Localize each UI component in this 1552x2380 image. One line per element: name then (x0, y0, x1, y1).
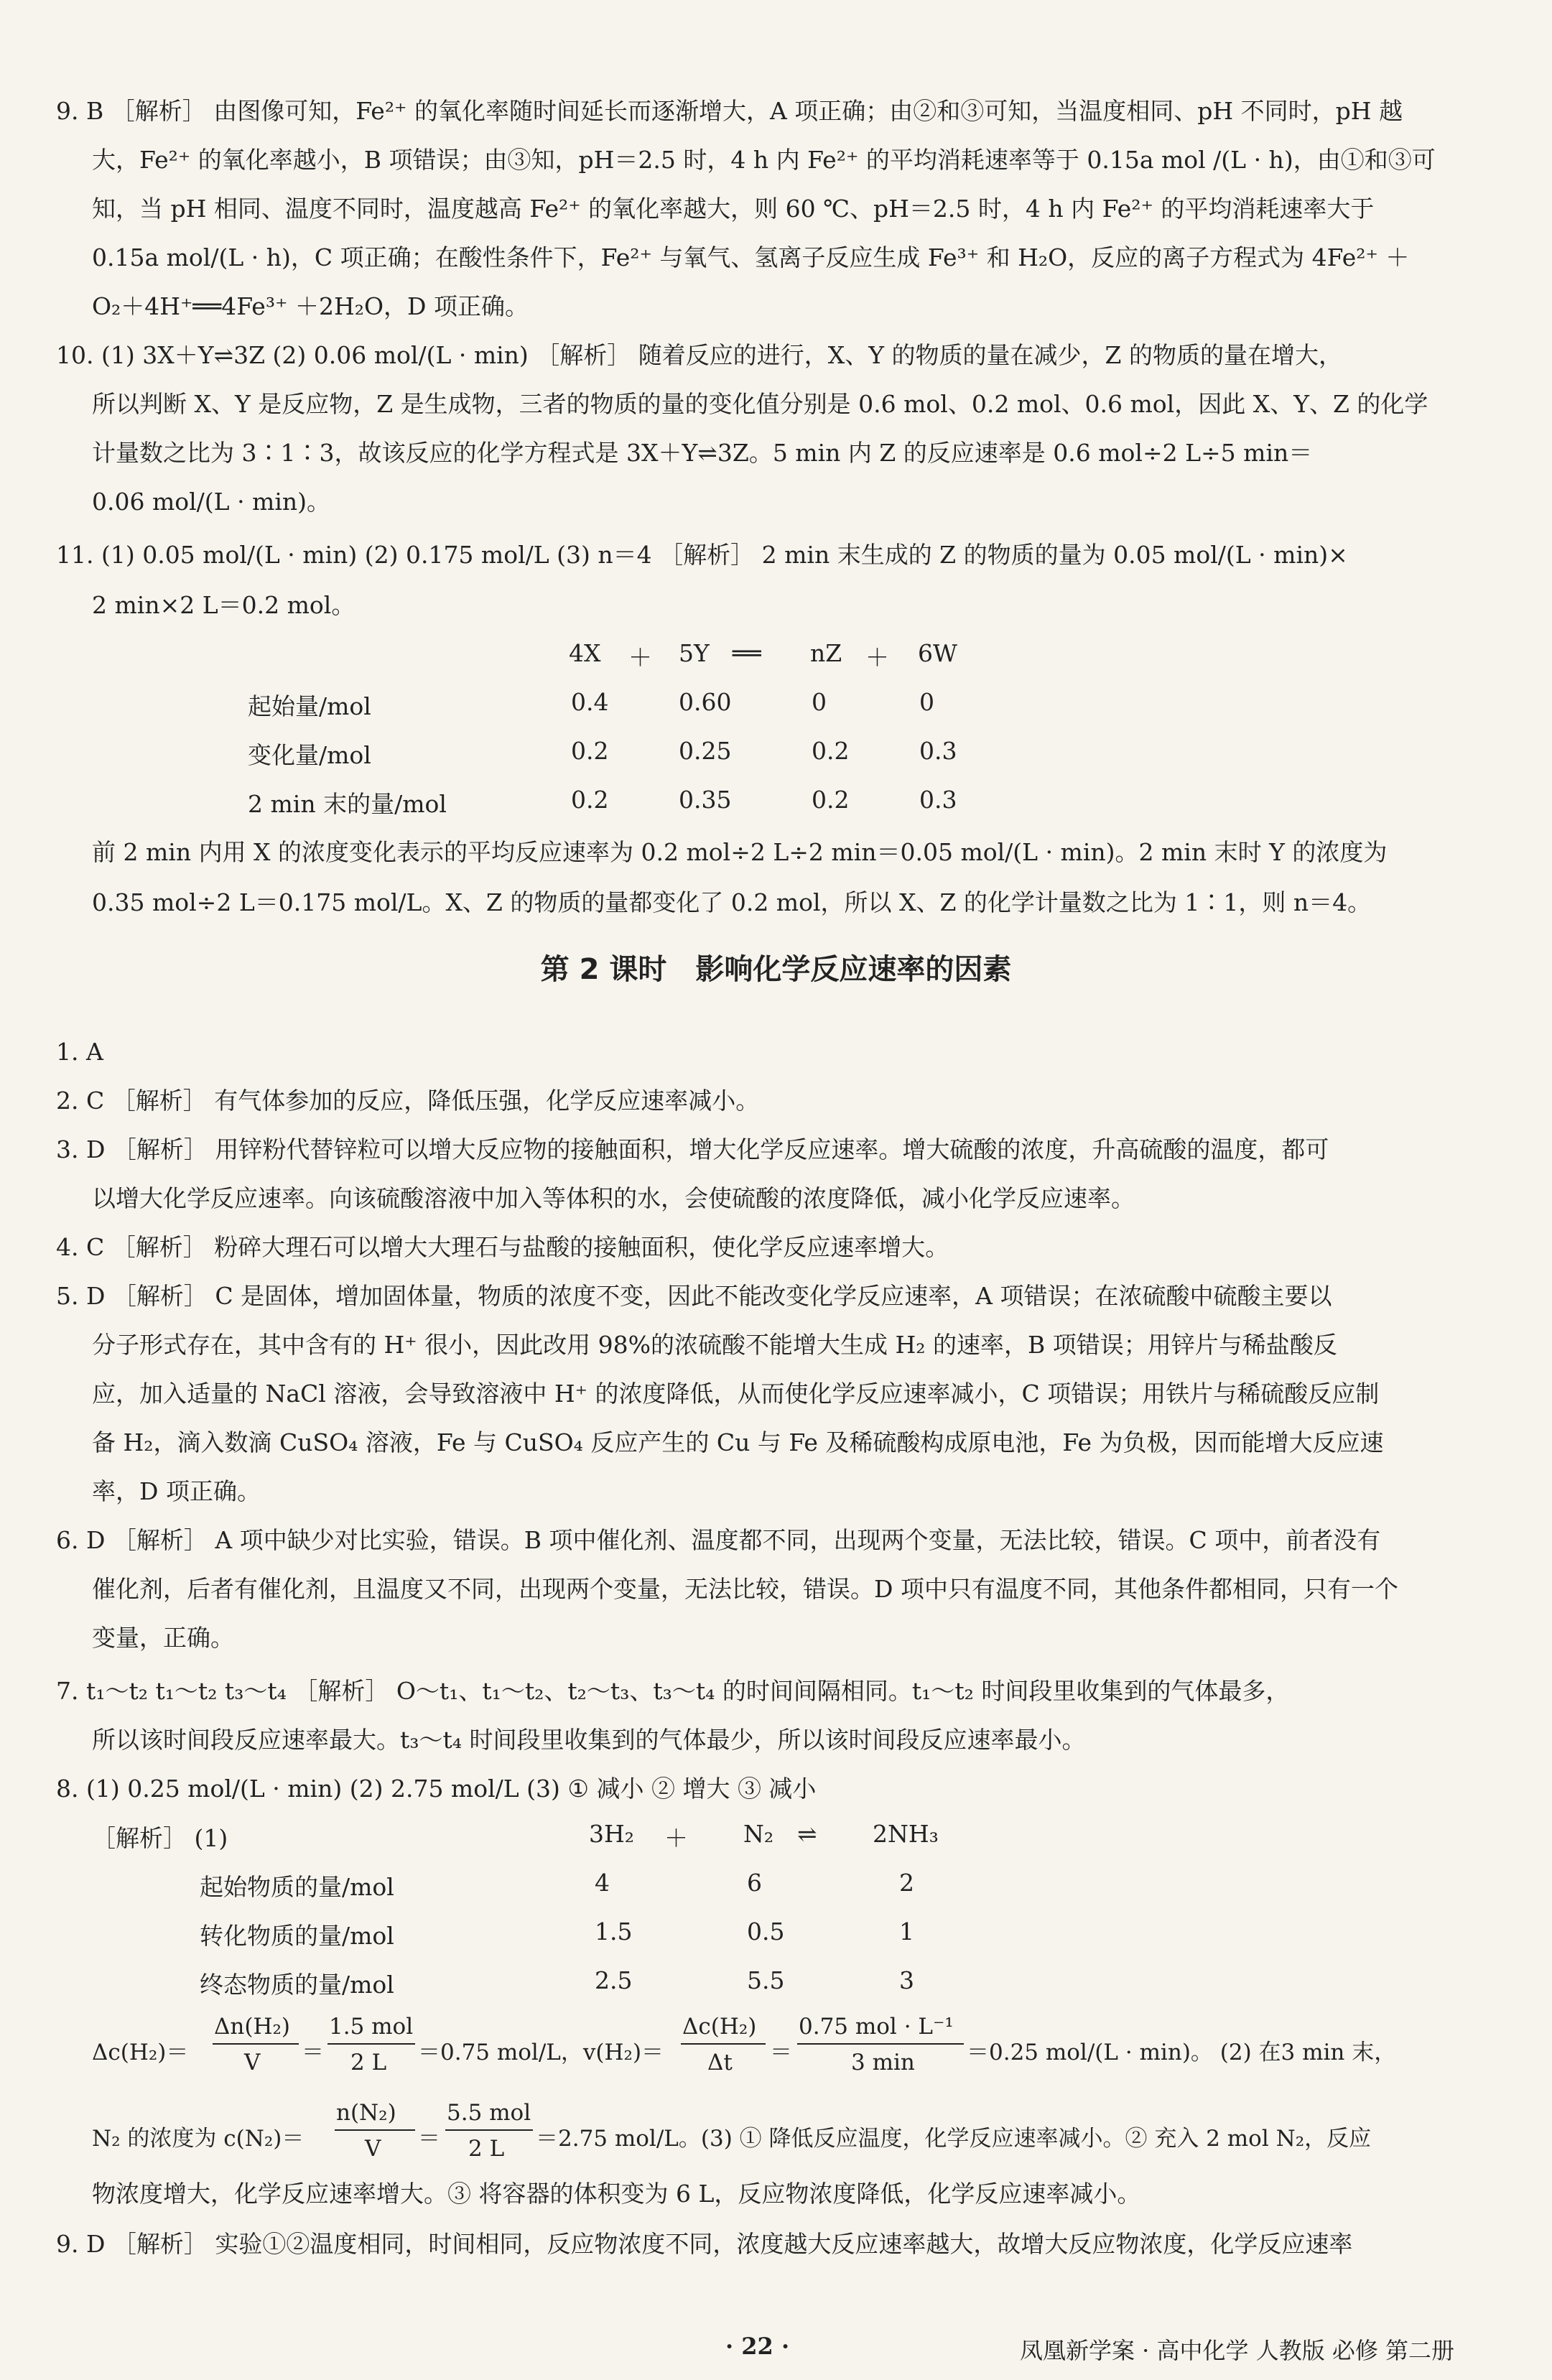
fraction-numerator: Δc(H₂) (682, 2014, 757, 2040)
fraction-bar (445, 2129, 533, 2131)
table-cell: 6 (747, 1869, 762, 1897)
page-number: · 22 · (725, 2333, 790, 2360)
table-cell: 2.5 (595, 1966, 633, 1994)
text-line: 率，D 项正确。 (92, 1477, 261, 1505)
text-line: 以增大化学反应速率。向该硫酸溶液中加入等体积的水，会使硫酸的浓度降低，减小化学反应速率。 (92, 1184, 1135, 1212)
table-row-label: 终态物质的量/mol (200, 1971, 394, 1999)
fraction-bar (335, 2129, 415, 2131)
text-line: 4. C ［解析］ 粉碎大理石可以增大大理石与盐酸的接触面积，使化学反应速率增大。 (56, 1233, 949, 1261)
fraction-denominator: V (244, 2050, 261, 2075)
table-cell: 0 (919, 688, 934, 716)
table-cell: 0 (812, 688, 827, 716)
fraction-numerator: 0.75 mol · L⁻¹ (799, 2014, 954, 2040)
equation-term: 2NH₃ (873, 1820, 939, 1848)
fraction-bar (797, 2043, 964, 2045)
fraction-denominator: 3 min (851, 2050, 915, 2075)
table-cell: 0.2 (571, 786, 609, 814)
text-line: 知，当 pH 相同、温度不同时，温度越高 Fe²⁺ 的氧化率越大，则 60 ℃、pH＝2.5 时，4 h 内 Fe²⁺ 的平均消耗速率大于 (92, 195, 1375, 223)
formula-text: ＝0.75 mol/L，v(H₂)＝ (418, 2040, 664, 2065)
text-line: 催化剂，后者有催化剂，且温度又不同，出现两个变量，无法比较，错误。D 项中只有温度不同，其他条件都相同，只有一个 (92, 1575, 1398, 1603)
text-line: 8. (1) 0.25 mol/(L · min) (2) 2.75 mol/L (3) ① 减小 ② 增大 ③ 减小 (56, 1775, 817, 1803)
table-cell: 0.60 (679, 688, 732, 716)
text-line: 0.15a mol/(L · h)，C 项正确；在酸性条件下，Fe²⁺ 与氧气、氢离子反应生成 Fe³⁺ 和 H₂O，反应的离子方程式为 4Fe²⁺ ＋ (92, 243, 1410, 271)
text-line: 分子形式存在，其中含有的 H⁺ 很小，因此改用 98%的浓硫酸不能增大生成 H₂ 的速率，B 项错误；用锌片与稀盐酸反 (92, 1331, 1337, 1359)
text-line: 变量，正确。 (92, 1624, 234, 1652)
text-line: 11. (1) 0.05 mol/(L · min) (2) 0.175 mol/L (3) n＝4 ［解析］ 2 min 末生成的 Z 的物质的量为 0.05 mol/(L · min)× (56, 541, 1348, 569)
table-row-label: 2 min 末的量/mol (248, 790, 447, 818)
table-cell: 5.5 (747, 1966, 785, 1994)
formula-text: ＝2.75 mol/L。(3) ① 降低反应温度，化学反应速率减小。② 充入 2 mol N₂，反应 (536, 2126, 1372, 2152)
table-cell: 1 (899, 1918, 914, 1946)
text-line: 物浓度增大，化学反应速率增大。③ 将容器的体积变为 6 L，反应物浓度降低，化学反应速率减小。 (92, 2180, 1141, 2208)
equation-term: 6W (918, 639, 957, 667)
text-line: 2. C ［解析］ 有气体参加的反应，降低压强，化学反应速率减小。 (56, 1087, 760, 1115)
table-row-label: 转化物质的量/mol (200, 1922, 394, 1950)
equation-term: 5Y (679, 639, 710, 667)
text-line: 9. B ［解析］ 由图像可知，Fe²⁺ 的氧化率随时间延长而逐渐增大，A 项正确；由②和③可知，当温度相同、pH 不同时，pH 越 (56, 97, 1403, 125)
fraction-numerator: Δn(H₂) (214, 2014, 291, 2040)
formula-text: ＝ (418, 2126, 440, 2152)
table-cell: 3 (899, 1966, 914, 1994)
formula-text: N₂ 的浓度为 c(N₂)＝ (92, 2126, 305, 2152)
text-line: 所以判断 X、Y 是反应物，Z 是生成物，三者的物质的量的变化值分别是 0.6 mol、0.2 mol、0.6 mol，因此 X、Y、Z 的化学 (92, 390, 1428, 418)
table-cell: 0.2 (812, 786, 850, 814)
text-line: 6. D ［解析］ A 项中缺少对比实验，错误。B 项中催化剂、温度都不同，出现两个变量，无法比较，错误。C 项中，前者没有 (56, 1526, 1381, 1554)
formula-text: Δc(H₂)＝ (92, 2040, 189, 2065)
text-line: 大，Fe²⁺ 的氧化率越小，B 项错误；由③知，pH＝2.5 时，4 h 内 Fe²⁺ 的平均消耗速率等于 0.15a mol /(L · h)，由①和③可 (92, 146, 1436, 174)
text-line: 10. (1) 3X＋Y⇌3Z (2) 0.06 mol/(L · min) ［解析］ 随着反应的进行，X、Y 的物质的量在减少，Z 的物质的量在增大， (56, 341, 1342, 369)
table-cell: 0.2 (571, 737, 609, 765)
fraction-numerator: 1.5 mol (329, 2014, 414, 2040)
table-row-label: 变化量/mol (248, 741, 371, 769)
fraction-denominator: Δt (707, 2050, 733, 2075)
fraction-bar (681, 2043, 766, 2045)
table-cell: 0.4 (571, 688, 609, 716)
equation-term: ＋ (664, 1824, 688, 1852)
text-line: 9. D ［解析］ 实验①②温度相同，时间相同，反应物浓度不同，浓度越大反应速率越大，故增大反应物浓度，化学反应速率 (56, 2230, 1353, 2258)
text-line: 5. D ［解析］ C 是固体，增加固体量，物质的浓度不变，因此不能改变化学反应速率，A 项错误；在浓硫酸中硫酸主要以 (56, 1282, 1332, 1310)
equation-term: ⇌ (797, 1820, 817, 1848)
table-cell: 0.5 (747, 1918, 785, 1946)
equation-term: N₂ (743, 1820, 774, 1848)
equation-term: ＋ (865, 643, 889, 671)
formula-text: ＝ (302, 2040, 324, 2065)
fraction-denominator: 2 L (350, 2050, 387, 2075)
text-line: 0.06 mol/(L · min)。 (92, 488, 331, 516)
text-line: 7. t₁～t₂ t₁～t₂ t₃～t₄ ［解析］ O～t₁、t₁～t₂、t₂～t₃、t₃～t₄ 的时间间隔相同。t₁～t₂ 时间段里收集到的气体最多， (56, 1677, 1290, 1705)
fraction-numerator: n(N₂) (336, 2100, 396, 2126)
table-row-label: 起始物质的量/mol (200, 1873, 394, 1901)
table-cell: 0.35 (679, 786, 732, 814)
section-title: 第 2 课时 影响化学反应速率的因素 (540, 953, 1012, 986)
text-line: 0.35 mol÷2 L＝0.175 mol/L。X、Z 的物质的量都变化了 0.2 mol，所以 X、Z 的化学计量数之比为 1∶1，则 n＝4。 (92, 888, 1372, 916)
formula-text: ＝0.25 mol/(L · min)。 (2) 在3 min 末， (967, 2040, 1397, 2065)
text-line: 备 H₂，滴入数滴 CuSO₄ 溶液，Fe 与 CuSO₄ 反应产生的 Cu 与 Fe 及稀硫酸构成原电池，Fe 为负极，因而能增大反应速 (92, 1428, 1384, 1456)
table-cell: 0.3 (919, 737, 957, 765)
text-line: 前 2 min 内用 X 的浓度变化表示的平均反应速率为 0.2 mol÷2 L÷2 min＝0.05 mol/(L · min)。2 min 末时 Y 的浓度为 (92, 838, 1388, 866)
fraction-bar (213, 2043, 299, 2045)
equation-term: 4X (569, 639, 601, 667)
fraction-denominator: 2 L (468, 2136, 505, 2162)
analysis-prefix: ［解析］ (1) (92, 1824, 228, 1852)
table-cell: 4 (595, 1869, 610, 1897)
book-title: 凤凰新学案 · 高中化学 人教版 必修 第二册 (1020, 2337, 1455, 2364)
table-cell: 0.25 (679, 737, 732, 765)
table-cell: 1.5 (595, 1918, 633, 1946)
text-line: 应，加入适量的 NaCl 溶液，会导致溶液中 H⁺ 的浓度降低，从而使化学反应速率减小，C 项错误；用铁片与稀硫酸反应制 (92, 1380, 1380, 1408)
equation-term: ══ (733, 639, 761, 667)
text-line: 3. D ［解析］ 用锌粉代替锌粒可以增大反应物的接触面积，增大化学反应速率。增大硫酸的浓度，升高硫酸的温度，都可 (56, 1135, 1329, 1163)
fraction-numerator: 5.5 mol (447, 2100, 531, 2126)
text-line: 1. A (56, 1038, 103, 1066)
equation-term: 3H₂ (589, 1820, 635, 1848)
fraction-bar (327, 2043, 415, 2045)
fraction-denominator: V (365, 2136, 381, 2162)
text-line: 2 min×2 L＝0.2 mol。 (92, 591, 356, 619)
text-line: 计量数之比为 3∶1∶3，故该反应的化学方程式是 3X＋Y⇌3Z。5 min 内 Z 的反应速率是 0.6 mol÷2 L÷5 min＝ (92, 439, 1313, 467)
table-row-label: 起始量/mol (248, 692, 371, 720)
table-cell: 0.3 (919, 786, 957, 814)
text-line: 所以该时间段反应速率最大。t₃～t₄ 时间段里收集到的气体最少，所以该时间段反应速率最小。 (92, 1726, 1086, 1754)
table-cell: 2 (899, 1869, 914, 1897)
text-line: O₂＋4H⁺══4Fe³⁺ ＋2H₂O，D 项正确。 (92, 292, 529, 320)
formula-text: ＝ (770, 2040, 792, 2065)
equation-term: ＋ (628, 643, 652, 671)
table-cell: 0.2 (812, 737, 850, 765)
equation-term: nZ (810, 639, 842, 667)
